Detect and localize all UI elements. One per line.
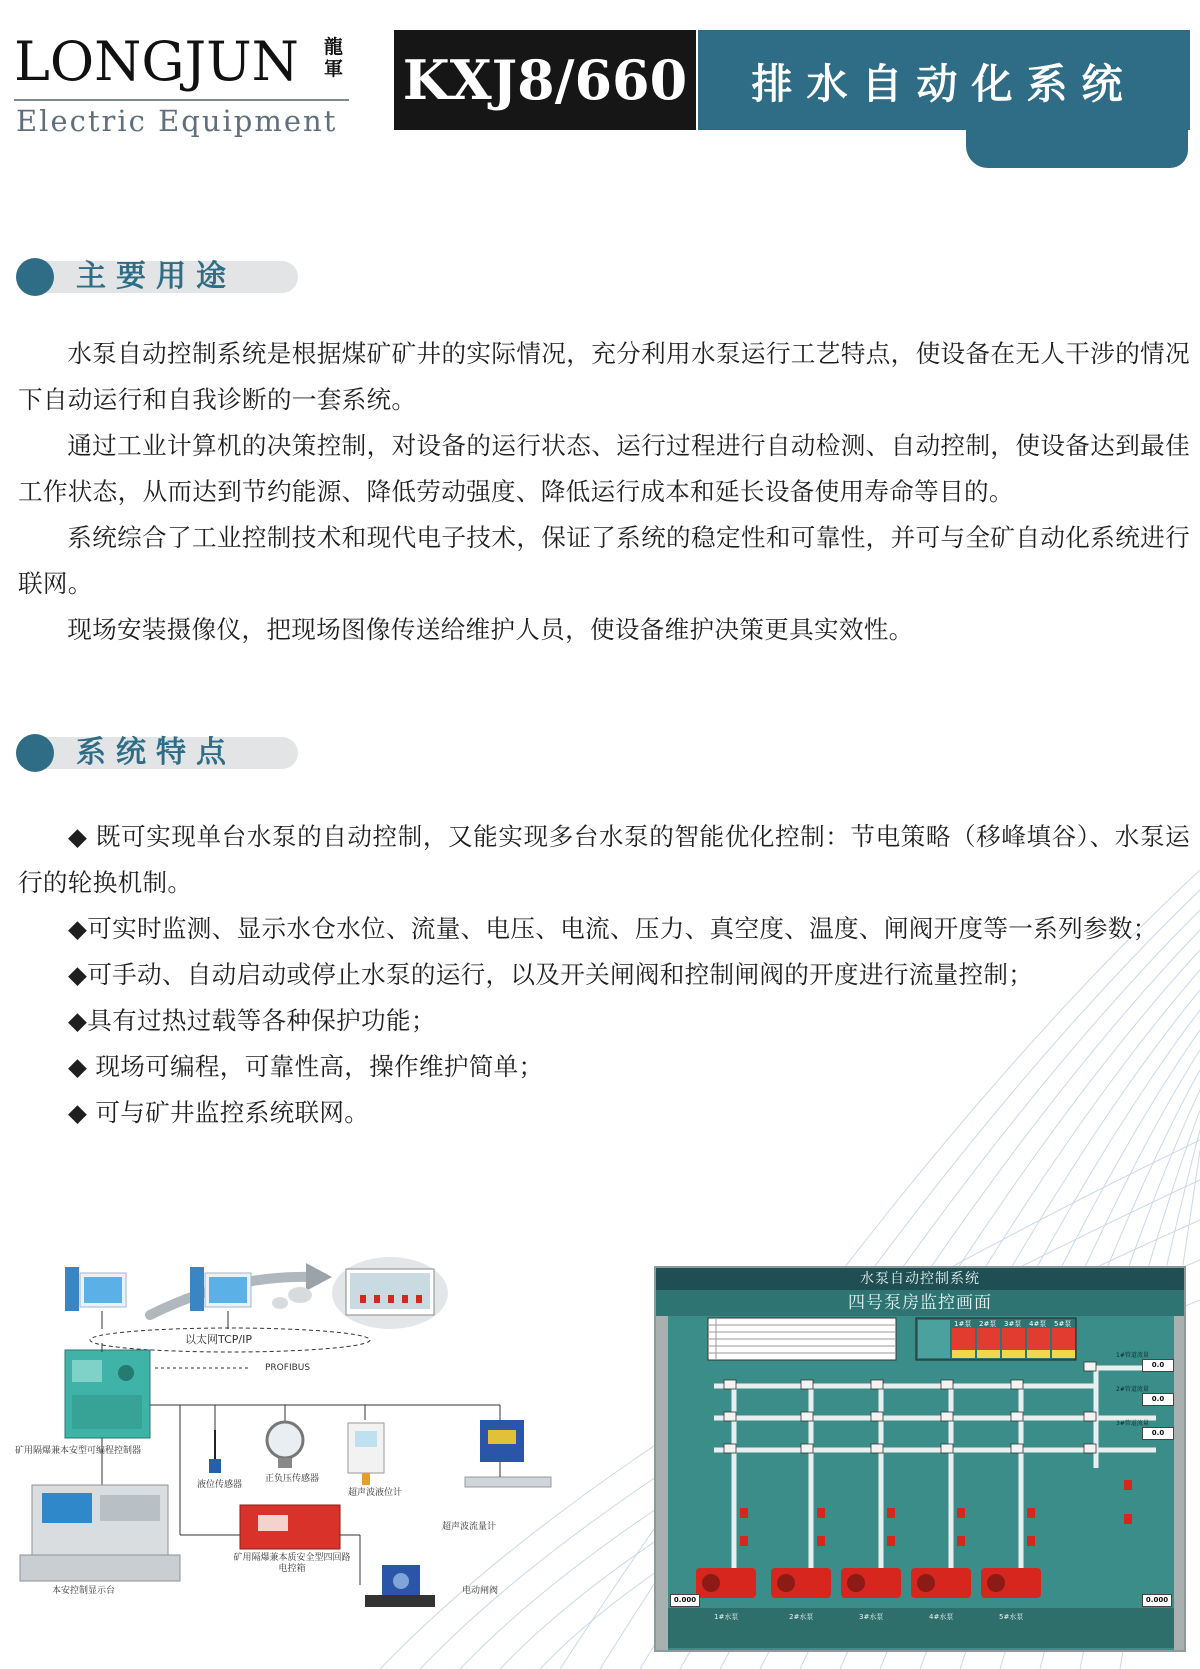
brand-name: LONGJUN [14, 30, 299, 93]
section-bullet-icon [16, 734, 54, 772]
screen-page-title: 四号泵房监控画面 [656, 1290, 1184, 1316]
usage-paragraph: 系统综合了工业控制技术和现代电子技术，保证了系统的稳定性和可靠性，并可与全矿自动化系统进行联网。 [18, 523, 1190, 598]
profibus-label: PROFIBUS [265, 1363, 311, 1373]
monitoring-screenshot [654, 1266, 1186, 1652]
console-label: 本安控制显示台 [52, 1586, 116, 1596]
feature-item: ◆可实时监测、显示水仓水位、流量、电压、电流、压力、真空度、温度、闸阀开度等一系列参数； [68, 914, 1158, 943]
pump-label: 4#水泵 [929, 1613, 954, 1621]
outlet-flow-readout: 0.0 [1142, 1359, 1174, 1372]
feature-item: ◆可手动、自动启动或停止水泵的运行，以及开关闸阀和控制闸阀的开度进行流量控制； [68, 960, 1034, 989]
brand-divider [14, 99, 349, 101]
model-number: KXJ8/660 [394, 30, 696, 130]
switch-box-label: 矿用隔爆兼本质安全型四回路电控箱 [233, 1553, 351, 1574]
brand-logo [14, 30, 349, 140]
brand-subtitle: Electric Equipment [16, 104, 338, 138]
system-topology-diagram [10, 1255, 570, 1655]
left-readout: 0.000 [670, 1594, 700, 1607]
table-header: 1#泵 [954, 1320, 972, 1328]
section-title: 主要用途 [76, 259, 236, 294]
outlet-flow-label: 3#管道流量 [1116, 1420, 1149, 1427]
title-tab-decoration [966, 126, 1188, 168]
pump-label: 3#水泵 [859, 1613, 884, 1621]
pump-label: 5#水泵 [999, 1613, 1024, 1621]
usage-paragraph: 水泵自动控制系统是根据煤矿矿井的实际情况，充分利用水泵运行工艺特点，使设备在无人干涉的情况下自动运行和自我诊断的一套系统。 [18, 339, 1190, 414]
features-list [18, 814, 1190, 1136]
feature-item: ◆ 既可实现单台水泵的自动控制，又能实现多台水泵的智能优化控制：节电策略（移峰填谷）、水泵运行的轮换机制。 [18, 822, 1190, 897]
section-header-features [16, 734, 298, 772]
brand-cjk: 龍軍 [324, 36, 344, 80]
outlet-flow-readout: 0.0 [1142, 1427, 1174, 1440]
section-bullet-icon [16, 258, 54, 296]
electric-valve-label: 电动闸阀 [462, 1586, 499, 1596]
ethernet-label: 以太网TCP/IP [185, 1333, 252, 1346]
system-title: 排水自动化系统 [698, 30, 1190, 130]
pressure-sensor-label: 正负压传感器 [265, 1474, 320, 1484]
table-header: 5#泵 [1054, 1320, 1072, 1328]
section-title: 系统特点 [76, 735, 236, 770]
feature-item: ◆具有过热过载等各种保护功能； [68, 1006, 436, 1035]
screen-system-title: 水泵自动控制系统 [656, 1268, 1184, 1290]
feature-item: ◆ 可与矿井监控系统联网。 [68, 1098, 370, 1127]
usage-paragraph: 现场安装摄像仪，把现场图像传送给维护人员，使设备维护决策更具实效性。 [67, 615, 914, 644]
feature-item: ◆ 现场可编程，可靠性高，操作维护简单； [68, 1052, 544, 1081]
outlet-flow-label: 1#管道流量 [1116, 1352, 1149, 1359]
level-sensor-label: 液位传感器 [197, 1480, 243, 1490]
usage-paragraph: 通过工业计算机的决策控制，对设备的运行状态、运行过程进行自动检测、自动控制，使设备达到最佳工作状态，从而达到节约能源、降低劳动强度、降低运行成本和延长设备使用寿命等目的。 [18, 431, 1190, 506]
ultrasonic-level-label: 超声波液位计 [348, 1488, 403, 1498]
ultrasonic-flow-label: 超声波流量计 [442, 1522, 497, 1532]
pump-label: 2#水泵 [789, 1613, 814, 1621]
pump-station-graphic [656, 1268, 1184, 1650]
table-header: 3#泵 [1004, 1320, 1022, 1328]
usage-text [18, 331, 1190, 653]
outlet-flow-readout: 0.0 [1142, 1393, 1174, 1406]
outlet-flow-label: 2#管道流量 [1116, 1386, 1149, 1393]
plc-label: 矿用隔爆兼本安型可编程控制器 [15, 1446, 142, 1456]
pump-label: 1#水泵 [714, 1613, 739, 1621]
table-header: 2#泵 [979, 1320, 997, 1328]
right-readout: 0.000 [1142, 1594, 1172, 1607]
section-header-usage [16, 258, 298, 296]
table-header: 4#泵 [1029, 1320, 1047, 1328]
